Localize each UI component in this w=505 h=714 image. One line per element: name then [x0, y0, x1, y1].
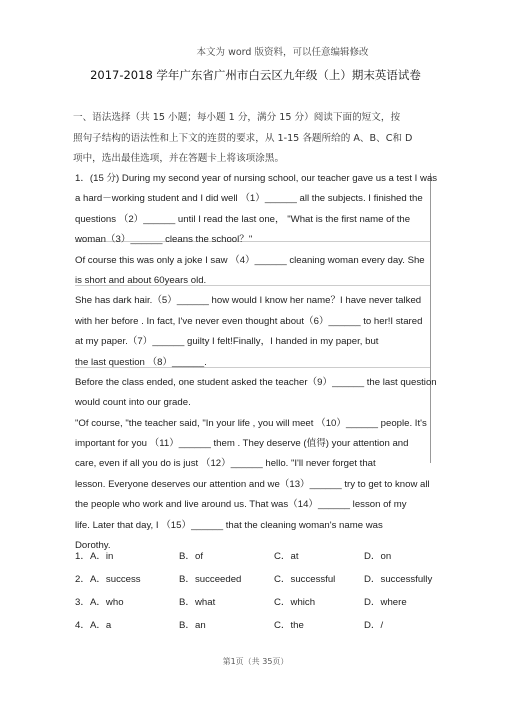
- option-a-text: A．in: [89, 551, 114, 562]
- option-row: [75, 571, 435, 594]
- answer-options: [75, 548, 435, 640]
- option-d: D．successfully: [364, 574, 433, 585]
- option-row: [75, 617, 435, 640]
- question-number: 3．: [75, 597, 90, 608]
- option-c: C．successful: [274, 574, 336, 585]
- option-b: B．succeeded: [179, 574, 242, 585]
- instruction-line: 一、语法选择（共 15 小题；每小题 1 分，满分 15 分）阅读下面的短文，按: [73, 112, 401, 123]
- instruction-line: 照句子结构的语法性和上下文的连贯的要求，从 1-15 各题所给的 A、B、C和 D: [73, 132, 413, 144]
- passage-line: with her before . In fact, I've never even thought about（6）______ to her!I stared: [75, 315, 423, 327]
- option-a: [75, 617, 111, 631]
- passage-line: "Of course, "the teacher said, "In your life , you will meet （10）______ people. It's: [75, 417, 427, 429]
- option-d: D．on: [364, 551, 392, 562]
- passage-line: a hard－working student and I did well （1）______ all the subjects. I finished the: [75, 193, 423, 205]
- option-a: [75, 594, 124, 608]
- question-number: 2．: [75, 574, 90, 585]
- option-a-text: A．success: [89, 574, 141, 585]
- option-a-text: A．who: [89, 597, 124, 608]
- option-a-text: A．a: [89, 620, 112, 631]
- passage-line: care, even if all you do is just （12）______ hello. "I'll never forget that: [75, 458, 376, 470]
- option-b: B．of: [179, 551, 203, 562]
- passage-line: the last question （8）______.: [75, 356, 207, 368]
- option-row: [75, 594, 435, 617]
- header-note: 本文为 word 版资料，可以任意编辑修改: [196, 47, 369, 58]
- question-number: 1．: [75, 551, 90, 562]
- instruction-line: 项中，选出最佳选项，并在答题卡上将该项涂黑。: [73, 153, 285, 164]
- option-a: [75, 548, 113, 562]
- passage-line: would count into our grade.: [75, 397, 191, 409]
- option-b: B．what: [179, 597, 216, 608]
- passage-line: 1．(15 分) During my second year of nursing school, our teacher gave us a test I was: [75, 173, 438, 184]
- option-row: [75, 548, 435, 571]
- exam-title: 2017-2018 学年广东省广州市白云区九年级（上）期末英语试卷: [90, 68, 421, 82]
- passage-line: lesson. Everyone deserves our attention and we（13）______ try to get to know all: [75, 478, 430, 490]
- passage-line: life. Later that day, I （15）______ that the cleaning woman's name was: [75, 519, 383, 531]
- passage-line: Before the class ended, one student asked the teacher（9）______ the last question: [75, 376, 437, 388]
- option-d: D．/: [364, 620, 384, 631]
- passage-line: She has dark hair.（5）______ how would I know her name？I have never talked: [75, 295, 422, 307]
- reading-passage: [75, 169, 438, 556]
- option-c: C．which: [274, 597, 316, 608]
- passage-line: Dorothy.: [75, 540, 111, 552]
- passage-line: is short and about 60years old.: [75, 274, 207, 286]
- option-d: D．where: [364, 597, 407, 608]
- page-footer: 第1页（共 35页）: [222, 657, 289, 666]
- passage-line: the people who work and live around us. That was（14）______ lesson of my: [75, 499, 407, 511]
- section-instructions: [73, 108, 445, 170]
- passage-line: Of course this was only a joke I saw （4）______ cleaning woman every day. She: [75, 254, 425, 266]
- passage-line: at my paper.（7）______ guilty I felt!Finally，I handed in my paper, but: [75, 336, 379, 348]
- option-c: C．the: [274, 620, 304, 631]
- passage-line: questions （2）______ until I read the last one， "What is the first name of the: [75, 213, 411, 225]
- option-c: C．at: [274, 551, 299, 562]
- question-number: 4．: [75, 620, 90, 631]
- option-a: [75, 571, 141, 585]
- option-b: B．an: [179, 620, 206, 631]
- passage-line: important for you （11）______ them . They deserve (值得) your attention and: [75, 438, 409, 450]
- passage-line: woman（3）______ cleans the school？": [75, 234, 253, 246]
